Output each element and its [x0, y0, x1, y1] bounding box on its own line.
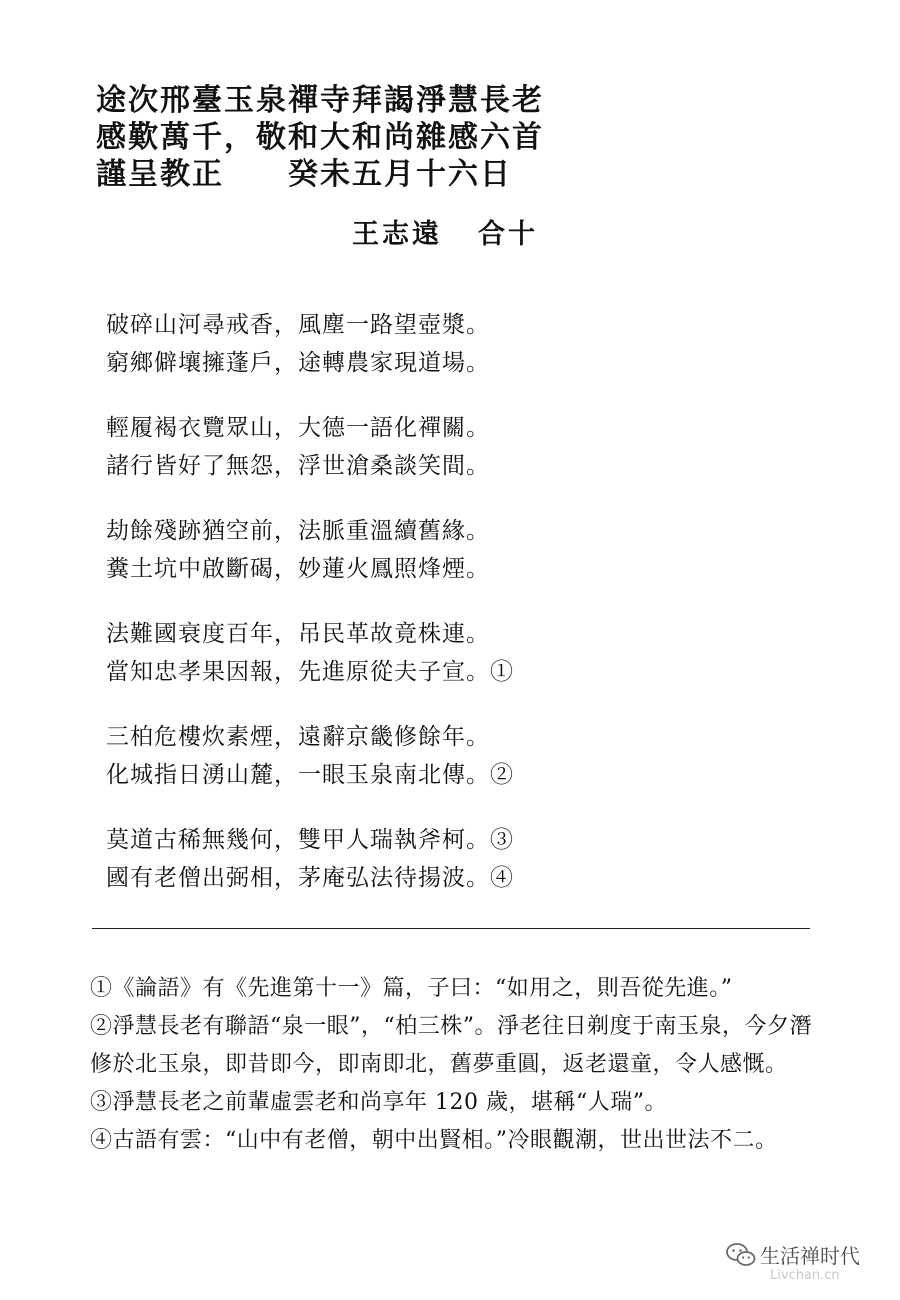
footnote: ①《論語》有《先進第十一》篇，子曰：“如用之，則吾從先進。”	[90, 976, 733, 1001]
poem-verse: 國有老僧出弼相，茅庵弘法待揚波。④	[106, 865, 514, 891]
poem-verse: 破碎山河尋戒香，風塵一路望壺漿。	[106, 312, 490, 338]
watermark	[726, 1238, 886, 1290]
footnote-divider	[92, 928, 810, 929]
author-salute: 合十	[478, 219, 538, 250]
poem-stanza	[106, 821, 626, 924]
footnotes	[90, 970, 812, 1160]
date-text: 癸未五月十六日	[288, 157, 512, 192]
dedication-text: 謹呈教正	[96, 157, 224, 192]
poem-verse: 窮鄉僻壤擁蓬戶，途轉農家現道場。	[106, 350, 490, 376]
poem-verse: 三柏危樓炊素煙，遠辭京畿修餘年。	[106, 724, 490, 750]
wechat-icon	[726, 1242, 756, 1268]
poem-verse: 諸行皆好了無怨，浮世滄桑談笑間。	[106, 453, 490, 479]
title-block	[96, 82, 596, 193]
footnote: ③淨慧長老之前輩虛雲老和尚享年 120 歲，堪稱“人瑞”。	[90, 1090, 667, 1115]
watermark-label: 生活禅时代	[760, 1244, 860, 1268]
footnote: ②淨慧長老有聯語“泉一眼”，“柏三株”。淨老往日剃度于南玉泉，今夕潛修於北玉泉，即昔即今，即南即北，舊夢重圓，返老還童，令人感慨。	[90, 1014, 812, 1077]
poem-verse: 法難國衰度百年，吊民革故竟株連。	[106, 621, 490, 647]
poem-verse: 化城指日湧山麓，一眼玉泉南北傳。②	[106, 762, 514, 788]
poem-verse: 莫道古稀無幾何，雙甲人瑞執斧柯。③	[106, 827, 514, 853]
footnote: ④古語有雲：“山中有老僧，朝中出賢相。”冷眼觀潮，世出世法不二。	[90, 1128, 778, 1153]
poem-stanza	[106, 615, 626, 718]
poem-stanza	[106, 718, 626, 821]
poem-verse: 輕履褐衣覽眾山，大德一語化禪關。	[106, 415, 490, 441]
title-line-dedication	[96, 156, 596, 193]
poem-stanza	[106, 306, 626, 409]
poem-stanza	[106, 512, 626, 615]
poem-stanza	[106, 409, 626, 512]
author-name: 王志遠	[352, 219, 442, 250]
poem-verse: 糞土坑中啟斷碣，妙蓮火鳳照烽煙。	[106, 556, 490, 582]
title-line: 感歎萬千，敬和大和尚雜感六首	[96, 120, 544, 155]
author-signature	[352, 212, 538, 251]
poem-verse: 當知忠孝果因報，先進原從夫子宣。①	[106, 659, 514, 685]
watermark-url: Livchan.cn	[770, 1268, 840, 1283]
poem-list	[106, 306, 626, 924]
title-line: 途次邢臺玉泉禪寺拜謁淨慧長老	[96, 83, 544, 118]
poem-verse: 劫餘殘跡猶空前，法脈重溫續舊緣。	[106, 518, 490, 544]
